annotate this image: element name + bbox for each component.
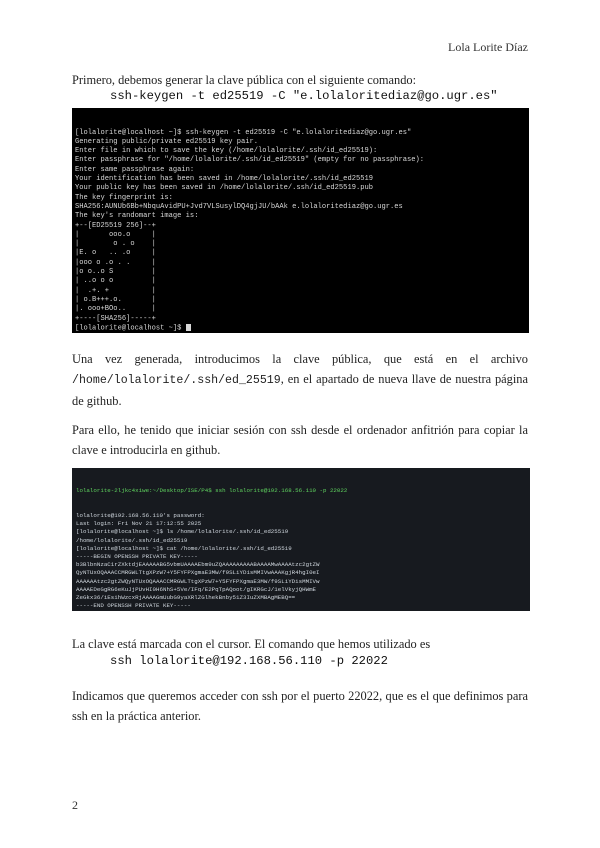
terminal-line: Enter file in which to save the key (/home/lolalorite/.ssh/id_ed25519): xyxy=(75,147,378,156)
terminal-line: [lolalorite@localhost ~]$ ssh-keygen -t ed25519 -C "e.lolaloritediaz@go.ugr.es" xyxy=(75,128,412,137)
terminal-line: | o.B+++.o. | xyxy=(75,295,156,304)
terminal-line: |E. o .. .o | xyxy=(75,249,156,258)
terminal-line: The key's randomart image is: xyxy=(75,212,199,221)
terminal-line: |o o..o S | xyxy=(75,268,156,277)
terminal-line: [lolalorite@localhost ~]$ ls /home/lolalorite/.ssh/id_ed25519 xyxy=(76,528,289,536)
public-key-text-before: Una vez generada, introducimos la clave pública, que está en el archivo xyxy=(72,352,528,366)
terminal-line: AAAAAAtzc2gtZWQyNTUxOQAAACCMRGWLTtgXPzW7+Y5FYFPXgmaE3MW/f9SLiYDisMMIVw xyxy=(76,577,320,585)
terminal-keygen-screenshot xyxy=(72,108,529,333)
terminal-line: | o . o | xyxy=(75,240,156,249)
terminal-line: Your identification has been saved in /home/lolalorite/.ssh/id_ed25519 xyxy=(75,175,373,184)
terminal-line: QyNTUxOQAAACCMRGWLTtgXPzW7+Y5FYFPXgmaE3MW/f9SLiYDisMMIVwAAAKgjR4hgI0eI xyxy=(76,569,320,577)
terminal-ssh-first-line: lolalorite-2ljkc4xiwe:~/Desktop/ISE/P4$ ssh lolalorite@192.168.56.110 -p 22022 xyxy=(76,487,348,495)
terminal-line: | .+. + | xyxy=(75,286,156,295)
terminal-ssh-output xyxy=(76,512,526,611)
terminal-keygen-output xyxy=(75,129,526,333)
terminal-line: /home/lolalorite/.ssh/id_ed25519 xyxy=(76,536,188,544)
keygen-command: ssh-keygen -t ed25519 -C "e.lolaloritediaz@go.ugr.es" xyxy=(110,89,498,103)
terminal-line xyxy=(76,610,526,611)
terminal-line: -----END OPENSSH PRIVATE KEY----- xyxy=(76,602,191,610)
cursor-paragraph: La clave está marcada con el cursor. El comando que hemos utilizado es xyxy=(72,637,431,651)
page-number: 2 xyxy=(72,798,78,812)
terminal-line: [lolalorite@localhost ~]$ xyxy=(75,324,526,333)
terminal-line: Generating public/private ed25519 key pair. xyxy=(75,137,259,146)
terminal-line: Last login: Fri Nov 21 17:12:55 2025 xyxy=(76,520,202,528)
intro-paragraph: Primero, debemos generar la clave pública con el siguiente comando: xyxy=(72,73,417,87)
terminal-line: ZeGkx36/iEsihWzcxRjAAAAGmUubG9yaXRlZGlhekBnby51Z3IuZXMBAgMEBQ== xyxy=(76,594,296,602)
terminal-line: +--[ED25519 256]--+ xyxy=(75,221,156,230)
terminal-line: +----[SHA256]-----+ xyxy=(75,314,156,323)
terminal-line: The key fingerprint is: xyxy=(75,193,173,202)
terminal-line: b3BlbnNzaC1rZXktdjEAAAAABG5vbmUAAAAEbm9uZQAAAAAAAAABAAAAMwAAAAtzc2gtZW xyxy=(76,561,320,569)
terminal-line: |. ooo+BOo.. | xyxy=(75,305,156,314)
header-author: Lola Lorite Díaz xyxy=(448,40,528,54)
port-paragraph: Indicamos que queremos acceder con ssh por el puerto 22022, que es el que definimos para ssh en la práctica anterior. xyxy=(72,689,528,723)
terminal-line: -----BEGIN OPENSSH PRIVATE KEY----- xyxy=(76,553,198,561)
public-key-text-after: , en el apartado de nueva llave de nuestra página de github. xyxy=(72,372,528,408)
ssh-command: ssh lolalorite@192.168.56.110 -p 22022 xyxy=(110,654,388,668)
public-key-paragraph xyxy=(72,349,528,411)
terminal-line: Enter same passphrase again: xyxy=(75,165,195,174)
terminal-line: [lolalorite@localhost ~]$ cat /home/lolalorite/.ssh/id_ed25519 xyxy=(76,544,292,552)
terminal-line: SHA256:AUNUb6Bb+NbquAvidPU+Jvd7VLSusylDQ4gjJU/bAAk e.lolaloritediaz@go.ugr.es xyxy=(75,202,403,211)
terminal-line: |ooo o .o . . | xyxy=(75,258,156,267)
login-paragraph: Para ello, he tenido que iniciar sesión con ssh desde el ordenador anfitrión para copiar la clave e introducirla en github. xyxy=(72,423,528,457)
terminal-line: AAAAEDeGgRG6eKuJjPUvHI0H6NhS+5Ve/IFq/E2PqTpAQoot/gIKRGcJ/1elVkyjQHWmE xyxy=(76,585,317,593)
terminal-line: Your public key has been saved in /home/lolalorite/.ssh/id_ed25519.pub xyxy=(75,184,373,193)
terminal-line: lolalorite@192.168.56.110's password: xyxy=(76,512,205,520)
terminal-ssh-screenshot xyxy=(72,468,530,611)
terminal-line: | ..o o o | xyxy=(75,277,156,286)
terminal-line: Enter passphrase for "/home/lolalorite/.ssh/id_ed25519" (empty for no passphrase): xyxy=(75,156,425,165)
terminal-line: | ooo.o | xyxy=(75,230,156,239)
public-key-path: /home/lolalorite/.ssh/ed_25519 xyxy=(72,374,281,387)
cursor-icon xyxy=(186,324,191,331)
